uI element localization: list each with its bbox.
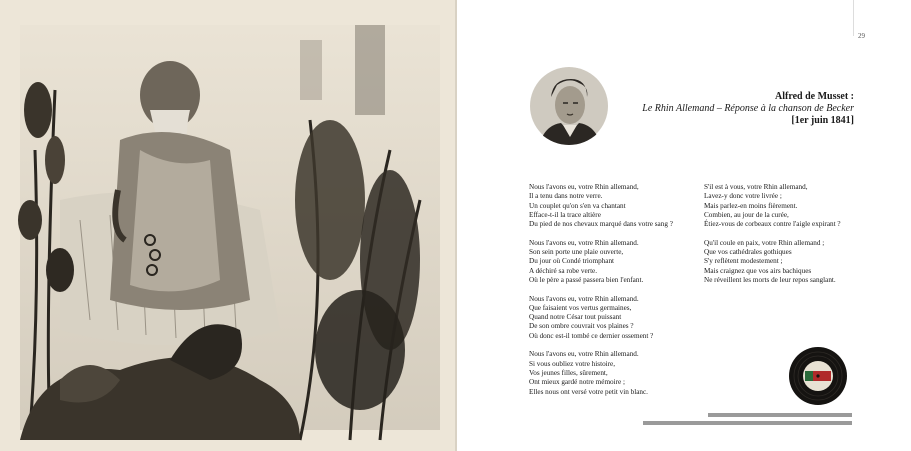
verse-line: Efface-t-il la trace altière xyxy=(529,210,601,219)
stanza xyxy=(704,239,841,285)
verse-line: Nous l'avons eu, votre Rhin allemand. xyxy=(529,294,639,303)
verse-line: Où donc est-il tombé ce dernier ossement ? xyxy=(529,331,654,340)
verse-line: Que faisaient vos vertus germaines, xyxy=(529,303,632,312)
verse-line: S'il est à vous, votre Rhin allemand, xyxy=(704,183,808,191)
verse-line: Vos jeunes filles, sûrement, xyxy=(529,368,608,377)
stanza xyxy=(529,183,673,229)
verse-line: Que vos cathédrales gothiques xyxy=(704,248,792,257)
author-name: Alfred de Musset : xyxy=(775,91,854,102)
page-number: 29 xyxy=(858,32,865,40)
verse-line: Un couplet qu'on s'en va chantant xyxy=(529,201,626,210)
verse-line: Il a tenu dans notre verre. xyxy=(529,192,603,201)
decorative-bar xyxy=(708,413,852,417)
verse-line: Combien, au jour de la curée, xyxy=(704,210,789,219)
decorative-bar xyxy=(643,421,852,425)
verse-line: Son sein porte une plaie ouverte, xyxy=(529,248,624,257)
verse-line: Nous l'avons eu, votre Rhin allemand. xyxy=(529,350,639,359)
stanza xyxy=(704,183,841,229)
verse-line: Où le père a passé passera bien l'enfant. xyxy=(529,275,644,284)
verse-line: Ont mieux gardé notre mémoire ; xyxy=(529,378,626,387)
poem-heading xyxy=(642,91,854,127)
verse-line: Quand notre César tout puissant xyxy=(529,313,622,322)
poem-column-left xyxy=(529,183,673,406)
page-rule xyxy=(853,0,854,36)
stanza xyxy=(529,239,673,285)
verse-line: Ne réveillent les morts de leur repos sanglant. xyxy=(704,275,836,284)
verse-line: S'y reflètent modestement ; xyxy=(704,257,783,266)
verse-line: Étiez-vous de corbeaux contre l'aigle expirant ? xyxy=(704,220,841,229)
musset-portrait-icon xyxy=(529,67,609,145)
verse-line: De son ombre couvrait vos plaines ? xyxy=(529,322,634,331)
verse-line: A déchiré sa robe verte. xyxy=(529,266,598,275)
verse-line: Mais craignez que vos airs bachiques xyxy=(704,266,812,275)
verse-line: Lavez-y donc votre livrée ; xyxy=(704,192,782,201)
stanza xyxy=(529,350,673,396)
verse-line: Nous l'avons eu, votre Rhin allemand, xyxy=(529,183,639,191)
poem-column-right xyxy=(704,183,841,295)
verse-line: Du jour où Condé triomphant xyxy=(529,257,615,266)
verse-line: Du pied de nos chevaux marqué dans votre sang ? xyxy=(529,220,673,229)
poem-date: [1er juin 1841] xyxy=(791,115,854,126)
verse-line: Elles nous ont versé votre petit vin blanc. xyxy=(529,387,648,396)
gramophone-record-icon xyxy=(789,347,847,405)
verse-line: Si vous oubliez votre histoire, xyxy=(529,359,616,368)
stanza xyxy=(529,295,673,341)
verse-line: Qu'il coule en paix, votre Rhin allemand ; xyxy=(704,238,825,247)
verse-line: Nous l'avons eu, votre Rhin allemand. xyxy=(529,238,639,247)
verse-line: Mais parlez-en moins fièrement. xyxy=(704,201,798,210)
poem-title: Le Rhin Allemand – Réponse à la chanson de Becker xyxy=(642,103,854,114)
